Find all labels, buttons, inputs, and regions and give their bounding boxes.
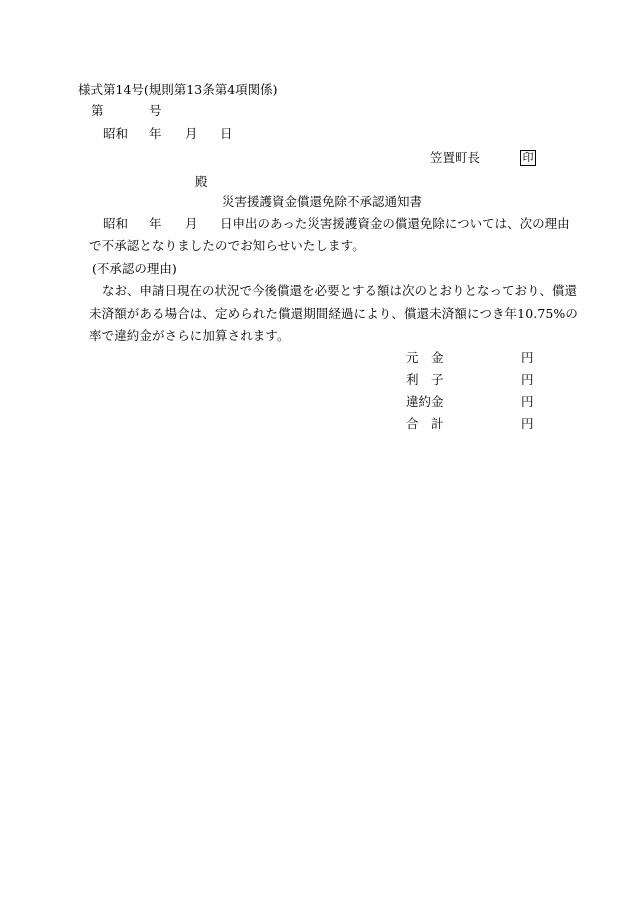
seal-mark: 印 [520,150,536,166]
document-number-prefix: 第 [91,103,104,118]
amount-unit-interest: 円 [521,372,534,387]
reason-text-line-1: なお、申請日現在の状況で今後償還を必要とする額は次のとおりとなっており、償還 [102,283,578,298]
issuer-name: 笠置町長 [430,150,481,165]
intro-text-line-2: で不承認となりましたのでお知らせいたします。 [89,238,365,253]
issue-date-year: 年 [149,126,162,141]
issue-date-era: 昭和 [103,126,129,141]
document-heading: 災害援護資金償還免除不承認通知書 [222,194,423,209]
amount-label-principal: 元 金 [406,350,444,365]
addressee-suffix: 殿 [195,174,208,189]
reason-text-line-2: 未済額がある場合は、定められた償還期間経過により、償還未済額につき年10.75%の [89,306,579,321]
intro-year: 年 [149,216,162,231]
amount-unit-total: 円 [521,416,534,431]
intro-era: 昭和 [103,216,129,231]
amount-unit-penalty: 円 [521,394,534,409]
amount-label-total: 合 計 [406,416,444,431]
reason-text-line-3: 率で違約金がさらに加算されます。 [89,328,290,343]
form-title: 様式第14号(規則第13条第4項関係) [78,82,278,97]
amount-label-penalty: 違約金 [406,394,444,409]
issue-date-month: 月 [185,126,198,141]
amount-unit-principal: 円 [521,350,534,365]
reason-heading: (不承認の理由) [92,261,177,276]
issue-date-day: 日 [220,126,233,141]
document-number-suffix: 号 [149,103,162,118]
intro-text-line-1: 日申出のあった災害援護資金の償還免除については、次の理由 [220,216,570,231]
amount-label-interest: 利 子 [406,372,444,387]
intro-month: 月 [185,216,198,231]
